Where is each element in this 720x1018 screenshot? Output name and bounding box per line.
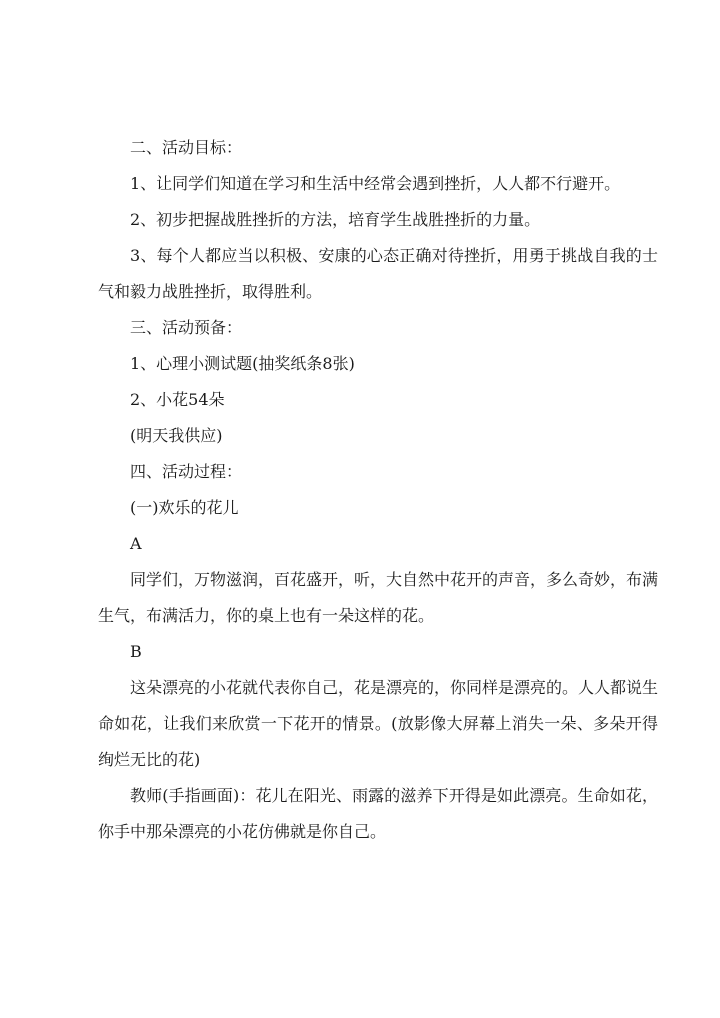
part-label-b: B [130, 642, 142, 661]
preparation-note: (明天我供应) [130, 426, 223, 445]
subsection-heading-flowers: (一)欢乐的花儿 [130, 498, 239, 517]
preparation-item-1: 1、心理小测试题(抽奖纸条8张) [130, 354, 355, 373]
part-label-a: A [130, 534, 142, 553]
section-heading-goals: 二、活动目标： [130, 138, 243, 157]
paragraph-a: 同学们，万物滋润，百花盛开，听，大自然中花开的声音，多么奇妙，布满生气，布满活力，你的桌上也有一朵这样的花。 [98, 570, 659, 625]
document-body [98, 130, 658, 850]
preparation-item-2: 2、小花54朵 [130, 390, 225, 409]
section-heading-preparation: 三、活动预备： [130, 318, 243, 337]
goal-item-1: 1、让同学们知道在学习和生活中经常会遇到挫折，人人都不行避开。 [130, 174, 621, 193]
goal-item-2: 2、初步把握战胜挫折的方法，培育学生战胜挫折的力量。 [130, 210, 541, 229]
goal-item-3: 3、每个人都应当以积极、安康的心态正确对待挫折，用勇于挑战自我的士气和毅力战胜挫折，取得胜利。 [98, 246, 658, 301]
paragraph-b: 这朵漂亮的小花就代表你自己，花是漂亮的，你同样是漂亮的。人人都说生命如花，让我们来欣赏一下花开的情景。(放影像大屏幕上消失一朵、多朵开得绚烂无比的花) [98, 678, 659, 769]
paragraph-teacher: 教师(手指画面)：花儿在阳光、雨露的滋养下开得是如此漂亮。生命如花，你手中那朵漂亮的小花仿佛就是你自己。 [98, 786, 658, 841]
section-heading-process: 四、活动过程： [130, 462, 243, 481]
